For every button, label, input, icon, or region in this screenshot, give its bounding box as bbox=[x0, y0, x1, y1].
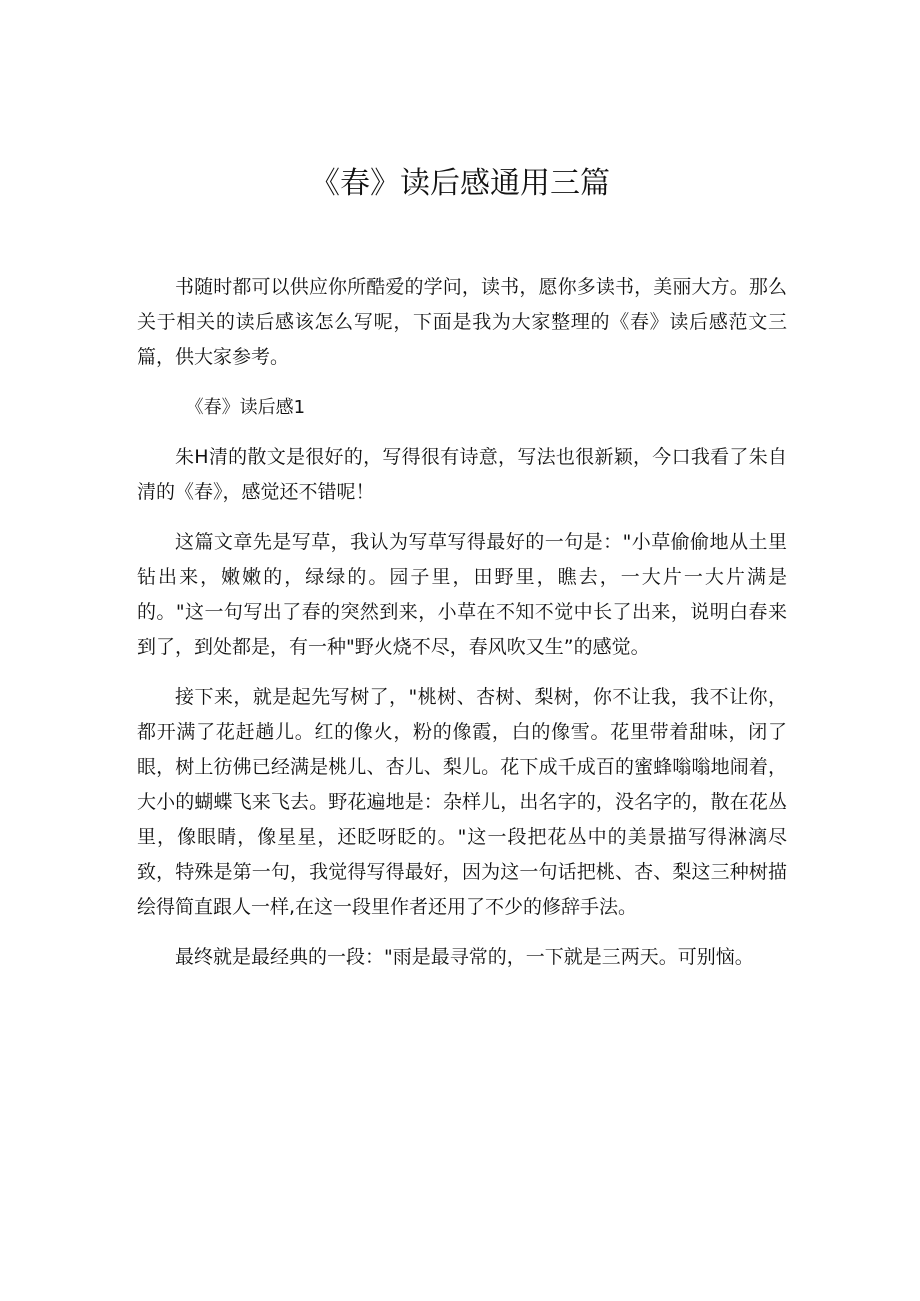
section-heading: 《春》读后感1 bbox=[185, 397, 306, 418]
body-paragraph: 最终就是最经典的一段："雨是最寻常的，一下就是三两天。可别恼。 bbox=[175, 946, 754, 968]
body-paragraph: 朱H清的散文是很好的，写得很有诗意，写法也很新颖，今口我看了朱自清的《春》，感觉还不错呢！ bbox=[137, 446, 787, 503]
document-title: 《春》读后感通用三篇 bbox=[310, 166, 610, 202]
intro-paragraph: 书随时都可以供应你所酷爱的学问，读书，愿你多读书，美丽大方。那么关于相关的读后感该怎么写呢，下面是我为大家整理的《春》读后感范文三篇，供大家参考。 bbox=[137, 276, 787, 368]
body-paragraph: 这篇文章先是写草，我认为写草写得最好的一句是："小草偷偷地从土里钻出来，嫩嫩的，绿绿的。园子里，田野里，瞧去，一大片一大片满是的。"这一句写出了春的突然到来，小草在不知不觉中长了出来，说明白春来到了，到处都是，有一种"野火烧不尽，春风吹又生”的感觉。 bbox=[137, 531, 787, 658]
document-body bbox=[137, 270, 787, 990]
body-paragraph: 接下来，就是起先写树了，"桃树、杏树、梨树，你不让我，我不让你，都开满了花赶趟儿。红的像火，粉的像霞，白的像雪。花里带着甜味，闭了眼，树上彷佛已经满是桃儿、杏儿、梨儿。花下成千成百的蜜蜂嗡嗡地闹着，大小的蝴蝶飞来飞去。野花遍地是：杂样儿，出名字的，没名字的，散在花丛里，像眼睛，像星星，还眨呀眨的。"这一段把花丛中的美景描写得淋漓尽致，特殊是第一句，我觉得写得最好，因为这一句话把桃、杏、梨这三种树描绘得简直跟人一样,在这一段里作者还用了不少的修辞手法。 bbox=[137, 686, 787, 918]
